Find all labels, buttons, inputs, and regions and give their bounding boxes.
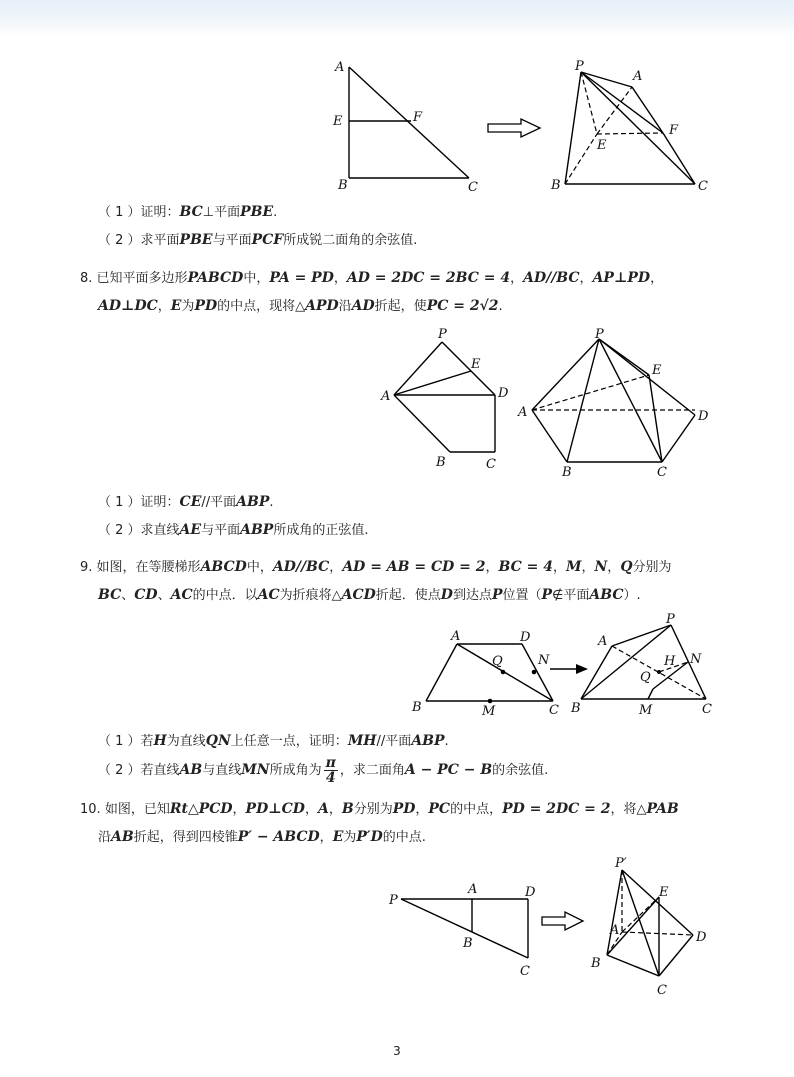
label-P-prime: P′ bbox=[615, 856, 627, 871]
label-F: F bbox=[669, 123, 679, 138]
label-F: F bbox=[413, 110, 423, 125]
label-P: P bbox=[595, 327, 604, 342]
label-A: A bbox=[381, 389, 391, 404]
label-D: D bbox=[698, 409, 709, 424]
label-P: P bbox=[389, 893, 398, 908]
label-P: P bbox=[666, 612, 675, 627]
label-B: B bbox=[591, 956, 601, 971]
label-C: C bbox=[549, 703, 559, 718]
label-C: C bbox=[702, 702, 712, 717]
q9-subquestion-1: （ 1 ）若H为直线QN上任意一点，证明：MH//平面ABP. bbox=[98, 733, 449, 749]
label-D: D bbox=[696, 930, 707, 945]
label-C: C bbox=[468, 180, 478, 195]
page-number: 3 bbox=[393, 1044, 401, 1058]
label-B: B bbox=[412, 700, 422, 715]
label-A: A bbox=[451, 629, 461, 644]
q10-line-2: 沿AB折起，得到四棱锥P′ − ABCD，E为P′D的中点. bbox=[98, 829, 426, 845]
label-C: C bbox=[657, 983, 667, 998]
label-B: B bbox=[436, 455, 446, 470]
label-A: A bbox=[518, 405, 528, 420]
figure-triangle10-flat bbox=[383, 876, 543, 981]
label-A: A bbox=[610, 923, 620, 938]
q8-line-1: 8. 已知平面多边形PABCD中，PA = PD，AD = 2DC = 2BC = 4，AD//BC，AP⊥PD， bbox=[80, 270, 664, 286]
figure-trapezoid9-folded bbox=[568, 608, 718, 718]
label-D: D bbox=[525, 885, 536, 900]
label-M: M bbox=[639, 703, 653, 718]
label-D: D bbox=[520, 630, 531, 645]
fraction-pi-over-4: $\frac{\pi}{4}$ bbox=[325, 755, 336, 786]
figure-pentagon-folded bbox=[515, 322, 715, 482]
label-A: A bbox=[598, 634, 608, 649]
label-B: B bbox=[463, 936, 473, 951]
label-Q: Q bbox=[492, 654, 503, 669]
label-E: E bbox=[659, 885, 669, 900]
label-C: C bbox=[520, 964, 530, 979]
label-Q: Q bbox=[640, 670, 651, 685]
label-A: A bbox=[633, 69, 643, 84]
label-P: P bbox=[438, 327, 447, 342]
label-N: N bbox=[538, 653, 550, 668]
label-M: M bbox=[482, 704, 496, 719]
figure-pyramid-folded bbox=[545, 58, 715, 198]
fold-arrow-icon bbox=[487, 118, 543, 138]
label-B: B bbox=[571, 701, 581, 716]
label-A: A bbox=[468, 882, 478, 897]
label-E: E bbox=[597, 138, 607, 153]
q8-subquestion-1: （ 1 ）证明：CE//平面ABP. bbox=[98, 494, 274, 510]
figure-trapezoid9-flat bbox=[408, 623, 568, 723]
label-E: E bbox=[652, 363, 662, 378]
figure-pyramid10-folded bbox=[585, 852, 715, 1002]
label-D: D bbox=[498, 386, 509, 401]
label-A: A bbox=[335, 60, 345, 75]
q8-subquestion-2: （ 2 ）求直线AE与平面ABP所成角的正弦值. bbox=[98, 522, 369, 538]
label-N: N bbox=[690, 652, 702, 667]
label-B: B bbox=[551, 178, 561, 193]
label-C: C bbox=[698, 179, 708, 194]
figure-trapezoid-flat bbox=[330, 55, 485, 195]
q7-subquestion-1: （ 1 ）证明：BC⊥平面PBE. bbox=[98, 204, 278, 220]
q7-subquestion-2: （ 2 ）求平面PBE与平面PCF所成锐二面角的余弦值. bbox=[98, 232, 418, 248]
label-H: H bbox=[664, 654, 676, 669]
label-C: C bbox=[657, 465, 667, 480]
label-B: B bbox=[562, 465, 572, 480]
q9-line-1: 9. 如图，在等腰梯形ABCD中，AD//BC，AD = AB = CD = 2，BC = 4，M，N，Q分别为 bbox=[80, 559, 672, 575]
fold-arrow-icon bbox=[541, 911, 585, 931]
q9-line-2: BC、CD、AC的中点．以AC为折痕将△ACD折起．使点D到达点P位置（P∉平面ABC）. bbox=[98, 587, 641, 603]
label-B: B bbox=[338, 178, 348, 193]
label-P: P bbox=[575, 59, 584, 74]
header-band bbox=[0, 0, 794, 38]
q8-line-2: AD⊥DC，E为PD的中点，现将△APD沿AD折起，使PC = 2√2. bbox=[98, 298, 503, 314]
label-E: E bbox=[333, 114, 343, 129]
figure-pentagon-flat bbox=[378, 325, 513, 475]
label-E: E bbox=[471, 357, 481, 372]
q10-line-1: 10. 如图，已知Rt△PCD，PD⊥CD，A，B分别为PD，PC的中点，PD = 2DC = 2，将△PAB bbox=[80, 801, 679, 817]
label-C: C bbox=[486, 457, 496, 472]
q9-subquestion-2: （ 2 ）若直线AB与直线MN所成角为 $\frac{\pi}{4}$ ，求二面角A − PC − B的余弦值. bbox=[98, 755, 549, 786]
